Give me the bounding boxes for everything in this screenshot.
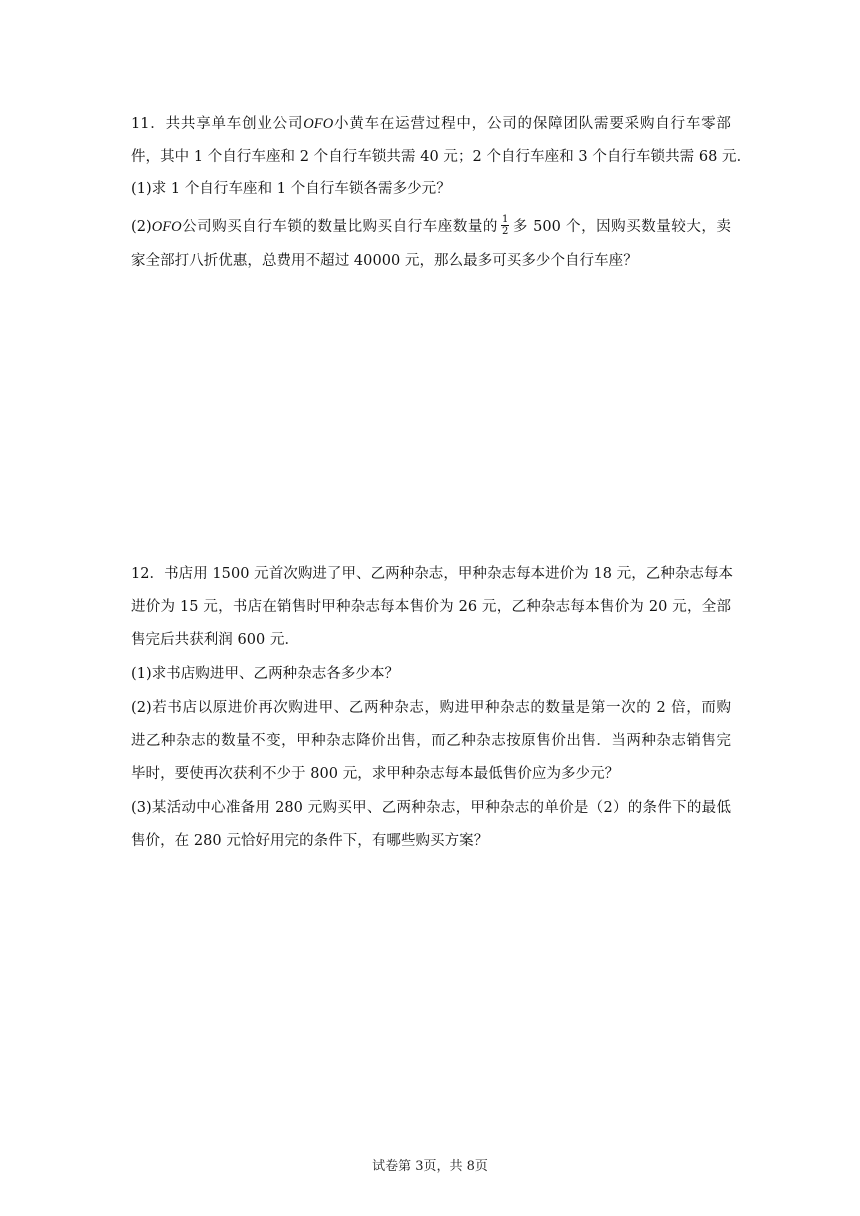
fraction-one-half [501,214,509,237]
question-12-part-2-line-3: 毕时，要使再次获利不少于 800 元，求甲种杂志每本最低售价应为多少元？ [131,766,620,782]
question-12-part-2-line-1: (2)若书店以原进价再次购进甲、乙两种杂志，购进甲种杂志的数量是第一次的 2 倍，而购 [131,700,731,716]
question-11 [131,110,752,275]
question-11-stem-line-1 [131,110,731,138]
ofo-term: OFO [151,219,182,235]
question-12-part-3-line-1: (3)某活动中心准备用 280 元购买甲、乙两种杂志，甲种杂志的单价是（2）的条件下的最低 [131,800,731,816]
question-12-part-2-line-2: 进乙种杂志的数量不变，甲种杂志降价出售，而乙种杂志按原售价出售．当两种杂志销售完 [131,733,731,749]
fraction-denominator: 2 [501,225,509,237]
page-footer: 试卷第 3页，共 8页 [372,1159,488,1174]
fraction-numerator: 1 [501,213,509,225]
part-2-text-a: 公司购买自行车锁的数量比购买自行车座数量的 [181,219,498,235]
question-12-stem-line-2: 进价为 15 元，书店在销售时甲种杂志每本售价为 26 元，乙种杂志每本售价为 20 元，全部 [131,599,731,615]
question-11-part-2-line-2: 家全部打八折优惠，总费用不超过 40000 元，那么最多可买多少个自行车座？ [131,253,638,269]
part-2-text-b: 多 500 个，因购买数量较大，卖 [512,219,731,235]
question-12 [131,560,734,855]
question-12-part-3-line-2: 售价，在 280 元恰好用完的条件下，有哪些购买方案？ [131,833,489,849]
question-11-part-1: (1)求 1 个自行车座和 1 个自行车锁各需多少元？ [131,181,451,197]
question-12-stem-line-3: 售完后共获利润 600 元． [131,632,300,648]
question-11-stem-line-2: 件，其中 1 个自行车座和 2 个自行车锁共需 40 元；2 个自行车座和 3 个自行车锁共需 68 元． [131,149,752,165]
question-12-part-1: (1)求书店购进甲、乙两种杂志各多少本？ [131,666,400,682]
question-11-stem-text-a: 11．共共享单车创业公司 [131,116,304,132]
question-12-stem-line-1: 12．书店用 1500 元首次购进了甲、乙两种杂志，甲种杂志每本进价为 18 元，乙种杂志每本 [131,566,734,582]
question-11-stem-text-b: 小黄车在运营过程中，公司的保障团队需要采购自行车零部 [333,116,731,132]
ofo-term: OFO [303,116,334,132]
question-11-part-2-line-1 [131,213,731,247]
part-2-label: (2) [131,219,152,235]
